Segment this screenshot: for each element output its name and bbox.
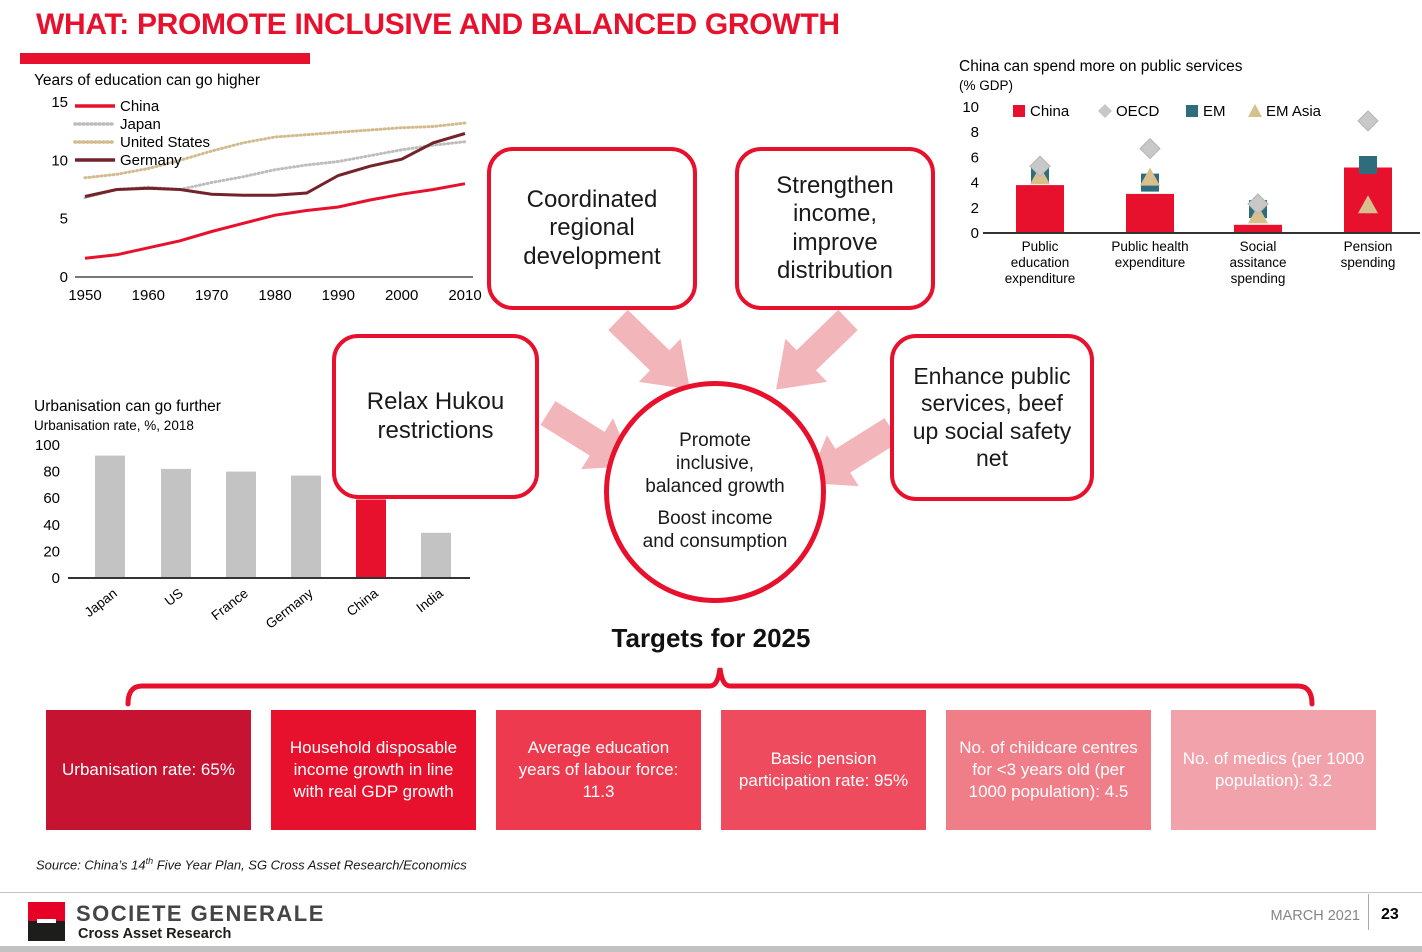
urbanisation-bar-us	[161, 469, 191, 578]
source-superscript: th	[145, 856, 154, 866]
category-label: China	[343, 585, 381, 620]
logo-black-half	[28, 921, 65, 941]
y-tick-label: 80	[43, 463, 60, 481]
x-tick-label: 1990	[321, 287, 356, 304]
category-label: Japan	[81, 585, 120, 621]
y-tick-label: 8	[970, 124, 979, 142]
china-bar	[1126, 194, 1174, 233]
category-label: expenditure	[1114, 255, 1186, 270]
targets-heading: Targets for 2025	[611, 623, 811, 653]
y-tick-label: 10	[51, 152, 68, 170]
legend-label: Germany	[120, 152, 182, 169]
y-tick-label: 0	[59, 269, 68, 286]
legend-label: China	[120, 98, 160, 115]
oecd-marker	[1358, 111, 1378, 131]
y-tick-label: 6	[970, 149, 979, 167]
y-tick-label: 40	[43, 516, 60, 534]
public-services-chart-title: China can spend more on public services	[959, 58, 1243, 75]
arrow-icon	[755, 298, 869, 411]
brand-subtitle: Cross Asset Research	[78, 926, 232, 942]
target-box-education-years: Average education years of labour force: 11.3	[496, 710, 701, 830]
circle-text-secondary: Boost income and consumption	[642, 508, 788, 553]
y-tick-label: 0	[51, 570, 60, 587]
y-tick-label: 4	[970, 174, 979, 192]
source-prefix: Source: China’s 14	[36, 857, 146, 873]
legend-label: Japan	[120, 116, 161, 133]
urbanisation-bar-japan	[95, 456, 125, 578]
category-label: India	[413, 585, 446, 616]
bottom-grey-bar	[0, 946, 1422, 952]
x-tick-label: 1980	[258, 287, 292, 304]
urbanisation-bar-france	[226, 472, 256, 578]
public-services-chart-svg	[955, 93, 1422, 295]
category-label: Public	[1021, 239, 1059, 254]
legend-marker-icon	[1013, 105, 1025, 117]
category-label: France	[208, 585, 251, 624]
title-underline-bar	[20, 53, 310, 64]
public-services-chart-subtitle: (% GDP)	[959, 78, 1013, 93]
diagram-box-enhance-public-services: Enhance public services, beef up social safety net	[890, 334, 1094, 501]
target-box-childcare: No. of childcare centres for <3 years old (per 1000 population): 4.5	[946, 710, 1151, 830]
legend-marker-icon	[1248, 104, 1262, 117]
category-label: Pension	[1343, 239, 1393, 254]
legend-label: China	[1030, 103, 1070, 120]
footer-page-divider	[1368, 894, 1369, 930]
y-tick-label: 0	[970, 225, 979, 242]
target-box-urbanisation: Urbanisation rate: 65%	[46, 710, 251, 830]
x-tick-label: 1950	[68, 287, 102, 304]
legend-marker-icon	[1098, 104, 1112, 118]
category-label: Germany	[262, 585, 316, 632]
em-marker	[1359, 156, 1377, 174]
diagram-box-coordinated-regional-development: Coordinated regional development	[487, 147, 697, 310]
category-label: Social	[1239, 239, 1277, 254]
target-box-medics: No. of medics (per 1000 population): 3.2	[1171, 710, 1376, 830]
societe-generale-logo-icon	[28, 902, 65, 941]
category-label: spending	[1340, 255, 1396, 270]
footer-divider-line	[0, 892, 1422, 893]
category-label: US	[161, 585, 186, 609]
diagram-box-relax-hukou: Relax Hukou restrictions	[332, 334, 539, 499]
page-number: 23	[1381, 906, 1399, 923]
legend-label: EM Asia	[1266, 103, 1322, 120]
legend-label: United States	[120, 134, 211, 151]
china-bar	[1234, 225, 1282, 233]
china-bar	[1016, 185, 1064, 233]
y-tick-label: 15	[51, 94, 68, 111]
y-tick-label: 60	[43, 490, 60, 508]
targets-row	[46, 710, 1376, 830]
education-chart-title: Years of education can go higher	[34, 72, 261, 89]
x-tick-label: 2000	[384, 287, 419, 304]
category-label: Public health	[1111, 239, 1189, 254]
target-box-income-growth: Household disposable income growth in line with real GDP growth	[271, 710, 476, 830]
page-title: WHAT: PROMOTE INCLUSIVE AND BALANCED GROWTH	[36, 8, 840, 41]
diagram-box-strengthen-income: Strengthen income, improve distribution	[735, 147, 935, 310]
category-label: spending	[1230, 271, 1286, 286]
category-label: education	[1010, 255, 1070, 270]
footer-date: MARCH 2021	[1270, 908, 1360, 924]
y-tick-label: 5	[59, 210, 68, 228]
circle-text-primary: Promote inclusive, balanced growth	[645, 430, 785, 497]
urbanisation-chart-title: Urbanisation can go further	[34, 398, 221, 415]
x-tick-label: 2010	[448, 287, 482, 304]
source-note	[36, 856, 467, 872]
target-box-pension-rate: Basic pension participation rate: 95%	[721, 710, 926, 830]
logo-white-dash	[37, 919, 56, 923]
y-tick-label: 100	[34, 437, 60, 454]
targets-bracket	[122, 660, 1318, 708]
category-label: assitance	[1229, 255, 1287, 270]
x-tick-label: 1960	[131, 287, 166, 304]
public-services-chart	[955, 58, 1422, 300]
category-label: expenditure	[1004, 271, 1076, 286]
legend-label: OECD	[1116, 103, 1160, 120]
y-tick-label: 20	[43, 543, 60, 561]
diagram-central-circle	[604, 381, 826, 603]
source-rest: Five Year Plan, SG Cross Asset Research/Economics	[153, 857, 467, 873]
oecd-marker	[1140, 139, 1160, 159]
x-tick-label: 1970	[194, 287, 229, 304]
legend-marker-icon	[1186, 105, 1198, 117]
urbanisation-chart-subtitle: Urbanisation rate, %, 2018	[34, 418, 194, 433]
y-tick-label: 10	[962, 99, 979, 116]
brand-name: SOCIETE GENERALE	[76, 901, 325, 926]
y-tick-label: 2	[970, 199, 979, 217]
legend-label: EM	[1203, 103, 1226, 120]
